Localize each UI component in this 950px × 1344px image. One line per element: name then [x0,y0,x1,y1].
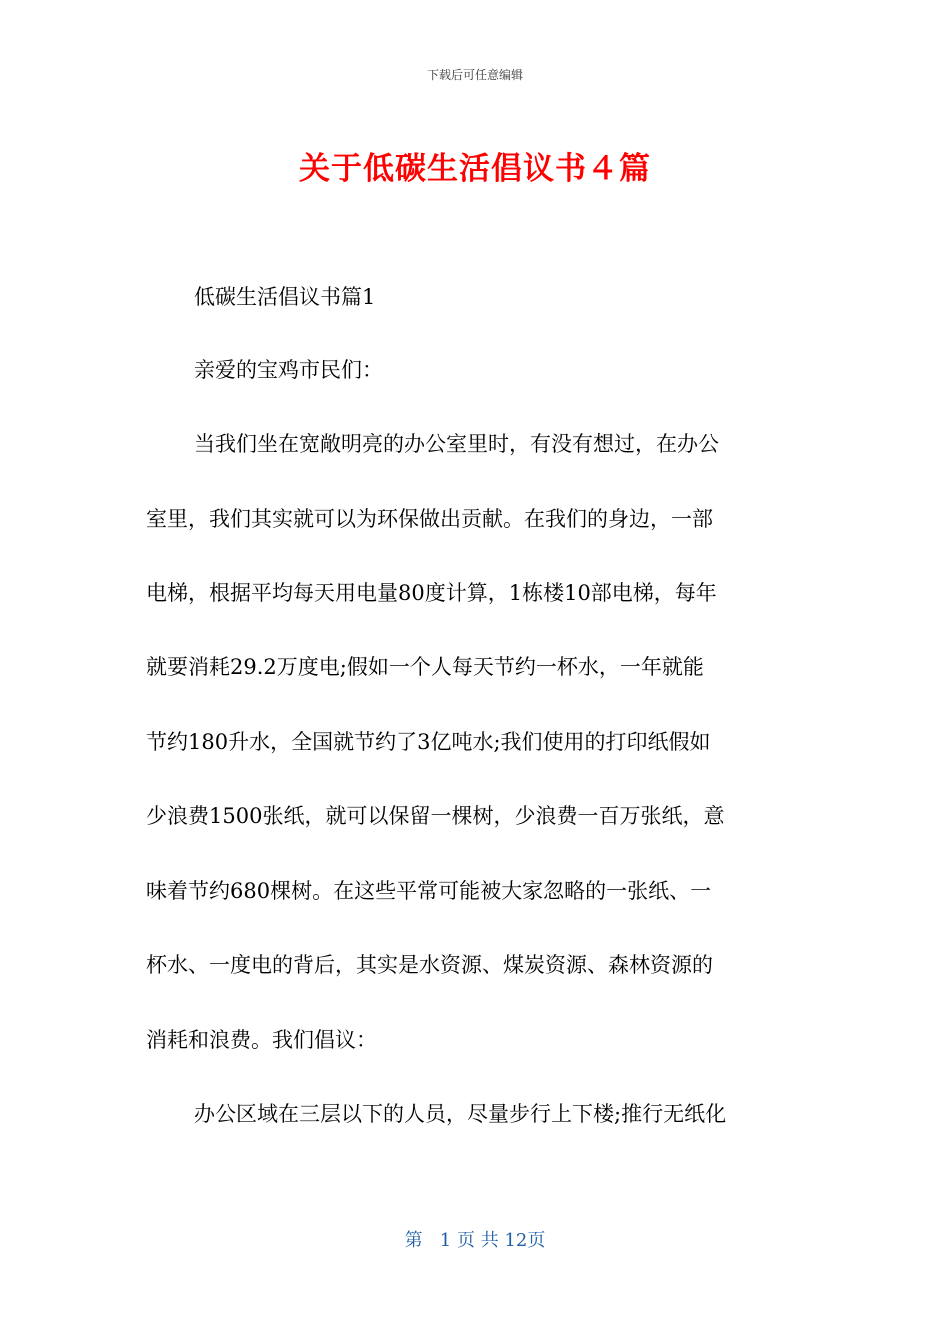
paragraph-line: 杯水、一度电的背后，其实是水资源、煤炭资源、森林资源的 [146,953,713,977]
paragraph-line: 少浪费1500张纸，就可以保留一棵树，少浪费一百万张纸，意 [146,804,725,828]
current-page-number: 1 [439,1230,452,1251]
footer-suffix: 页 [527,1230,546,1251]
salutation: 亲爱的宝鸡市民们： [194,358,383,382]
paragraph-line: 当我们坐在宽敞明亮的办公室里时，有没有想过，在办公 [194,432,719,456]
paragraph-line: 办公区域在三层以下的人员，尽量步行上下楼;推行无纸化 [194,1102,727,1126]
paragraph-line: 消耗和浪费。我们倡议： [146,1028,377,1052]
paragraph-line: 就要消耗29.2万度电;假如一个人每天节约一杯水，一年就能 [146,655,704,679]
paragraph-line: 电梯，根据平均每天用电量80度计算，1栋楼10部电梯，每年 [146,581,717,605]
paragraph-line: 味着节约680棵树。在这些平常可能被大家忽略的一张纸、一 [146,879,712,903]
total-page-count: 12 [504,1230,528,1251]
document-title: 关于低碳生活倡议书４篇 [299,151,651,187]
footer-prefix: 第 [404,1230,423,1251]
paragraph-line: 室里，我们其实就可以为环保做出贡献。在我们的身边，一部 [146,507,713,531]
header-note: 下载后可任意编辑 [426,68,523,82]
page-footer [0,1226,950,1252]
footer-middle: 页 共 [456,1230,499,1251]
paragraph-line: 节约180升水，全国就节约了3亿吨水;我们使用的打印纸假如 [146,730,711,754]
section-heading: 低碳生活倡议书篇1 [194,285,376,309]
